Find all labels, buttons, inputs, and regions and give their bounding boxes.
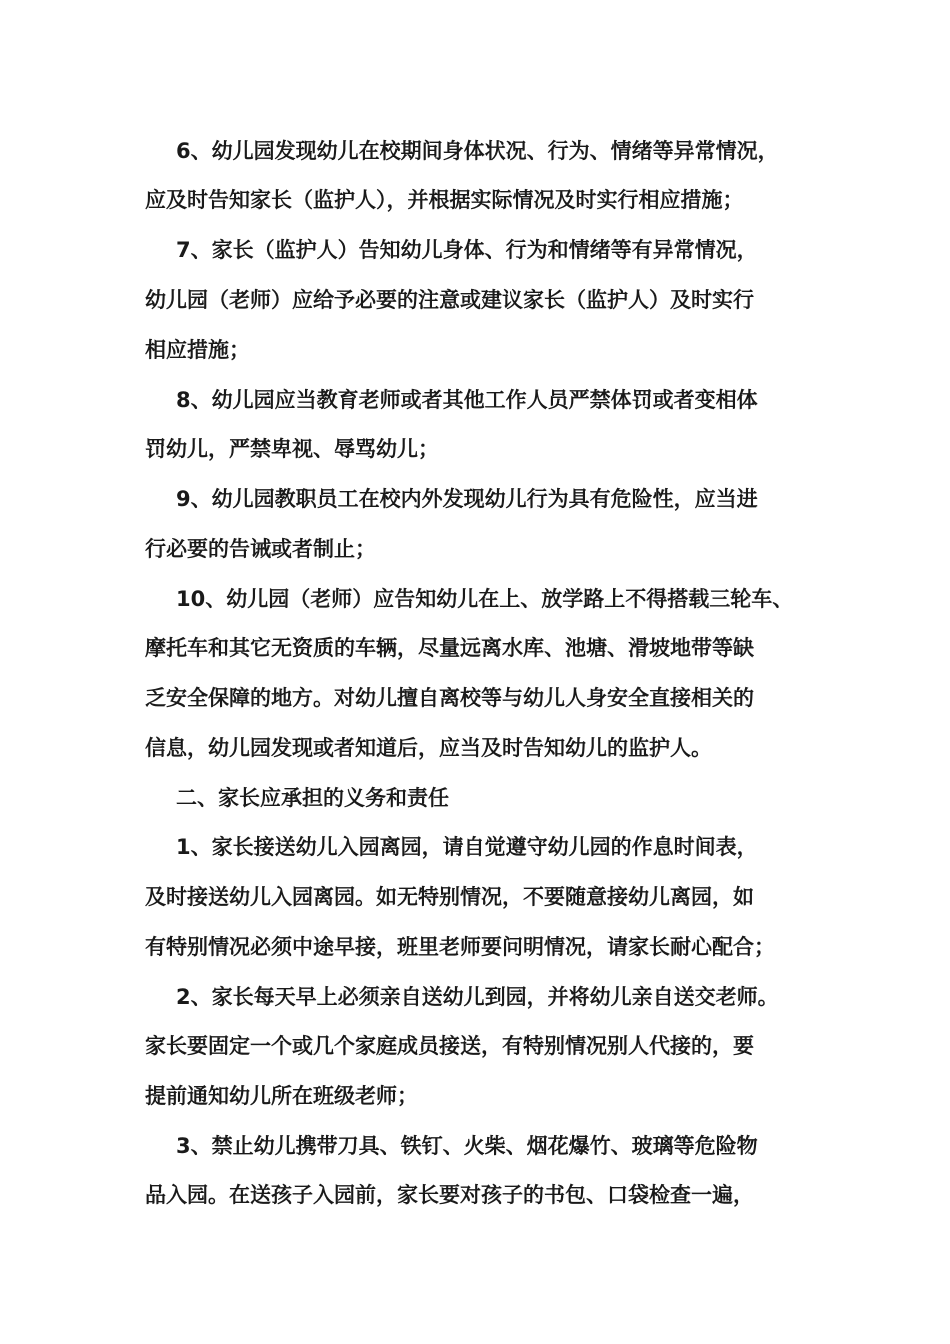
text-line: 提前通知幼儿所在班级老师；	[145, 1084, 418, 1108]
text-line: 应及时告知家长（监护人），并根据实际情况及时实行相应措施；	[145, 188, 744, 212]
text-line: 3、禁止幼儿携带刀具、铁钉、火柴、烟花爆竹、玻璃等危险物	[176, 1134, 758, 1158]
text-line: 9、幼儿园教职员工在校内外发现幼儿行为具有危险性，应当进	[176, 487, 758, 511]
text-line: 信息，幼儿园发现或者知道后，应当及时告知幼儿的监护人。	[145, 736, 712, 760]
section-heading: 二、家长应承担的义务和责任	[176, 786, 449, 810]
text-line: 摩托车和其它无资质的车辆，尽量远离水库、池塘、滑坡地带等缺	[145, 636, 754, 660]
text-line: 6、幼儿园发现幼儿在校期间身体状况、行为、情绪等异常情况，	[176, 139, 779, 163]
text-line: 乏安全保障的地方。对幼儿擅自离校等与幼儿人身安全直接相关的	[145, 686, 754, 710]
text-line: 品入园。在送孩子入园前，家长要对孩子的书包、口袋检查一遍，	[145, 1183, 754, 1207]
text-line: 及时接送幼儿入园离园。如无特别情况，不要随意接幼儿离园，如	[145, 885, 754, 909]
text-line: 罚幼儿，严禁卑视、辱骂幼儿；	[145, 437, 439, 461]
text-line: 8、幼儿园应当教育老师或者其他工作人员严禁体罚或者变相体	[176, 388, 758, 412]
text-line: 行必要的告诫或者制止；	[145, 537, 376, 561]
text-line: 家长要固定一个或几个家庭成员接送，有特别情况别人代接的，要	[145, 1034, 754, 1058]
text-line: 10、幼儿园（老师）应告知幼儿在上、放学路上不得搭载三轮车、	[176, 587, 794, 611]
text-line: 2、家长每天早上必须亲自送幼儿到园，并将幼儿亲自送交老师。	[176, 985, 779, 1009]
text-line: 相应措施；	[145, 338, 250, 362]
text-line: 1、家长接送幼儿入园离园，请自觉遵守幼儿园的作息时间表，	[176, 835, 758, 859]
text-line: 7、家长（监护人）告知幼儿身体、行为和情绪等有异常情况，	[176, 238, 758, 262]
text-line: 幼儿园（老师）应给予必要的注意或建议家长（监护人）及时实行	[145, 288, 754, 312]
text-line: 有特别情况必须中途早接，班里老师要问明情况，请家长耐心配合；	[145, 935, 775, 959]
